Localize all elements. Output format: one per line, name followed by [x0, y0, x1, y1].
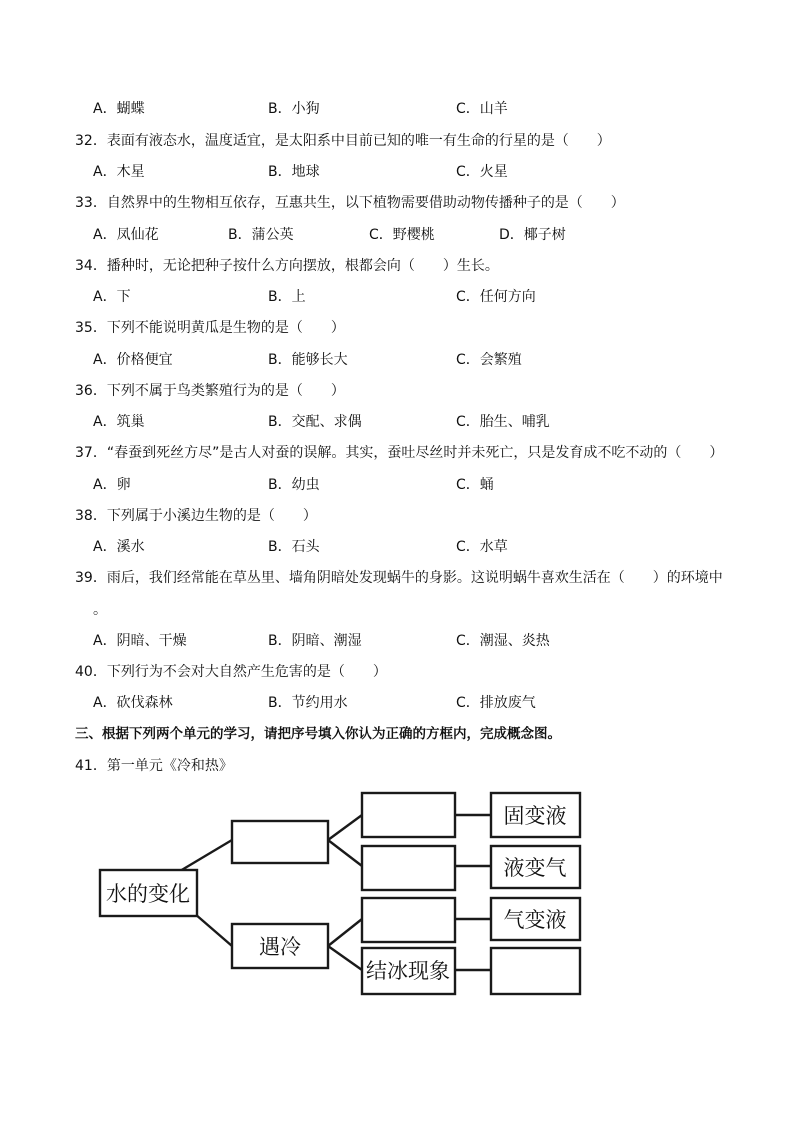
- q33-text: 33．自然界中的生物相互依存，互惠共生，以下植物需要借助动物传播种子的是（ ）: [75, 195, 625, 211]
- q35-option-b: B．能够长大: [268, 352, 348, 368]
- q34-text: 34．播种时，无论把种子按什么方向摆放，根都会向（ ）生长。: [75, 258, 499, 274]
- mid-bottom-label: 遇冷: [259, 935, 301, 959]
- q40-option-c: C．排放废气: [456, 695, 536, 711]
- q33-option-c: C．野樱桃: [369, 227, 435, 243]
- r1-label: 固变液: [503, 804, 567, 828]
- q37-option-c: C．蛹: [456, 477, 494, 493]
- q40-option-a: A．砍伐森林: [93, 695, 173, 711]
- q35-option-a: A．价格便宜: [93, 352, 173, 368]
- q34-option-c: C．任何方向: [456, 289, 536, 305]
- q32-option-c: C．火星: [456, 164, 508, 180]
- q34-option-a: A．下: [93, 289, 131, 305]
- q31-option-b: B．小狗: [268, 101, 320, 117]
- q37-text: 37．“春蚕到死丝方尽”是古人对蚕的误解。其实，蚕吐尽丝时并未死亡，只是发育成不吃不动的（ ）: [75, 445, 724, 461]
- connector-top-c1: [328, 815, 362, 840]
- q39-option-a: A．阴暗、干燥: [93, 633, 187, 649]
- q38-option-c: C．水草: [456, 539, 508, 555]
- q39-option-c: C．潮湿、炎热: [456, 633, 550, 649]
- q32-option-a: A．木星: [93, 164, 145, 180]
- q36-option-c: C．胎生、哺乳: [456, 414, 550, 430]
- q33-option-a: A．凤仙花: [93, 227, 159, 243]
- q32-text: 32．表面有液态水，温度适宜，是太阳系中目前已知的唯一有生命的行星的是（ ）: [75, 133, 611, 149]
- q34-option-b: B．上: [268, 289, 306, 305]
- q31-option-c: C．山羊: [456, 101, 508, 117]
- q35-text: 35．下列不能说明黄瓜是生物的是（ ）: [75, 320, 345, 336]
- q38-option-a: A．溪水: [93, 539, 145, 555]
- q35-option-c: C．会繁殖: [456, 352, 522, 368]
- c2-box[interactable]: [362, 846, 455, 890]
- connector-bottom-c4: [328, 946, 362, 970]
- q40-text: 40．下列行为不会对大自然产生危害的是（ ）: [75, 664, 387, 680]
- connector-root-top: [180, 840, 232, 871]
- c1-box[interactable]: [362, 793, 455, 837]
- r4-box[interactable]: [491, 948, 580, 994]
- c4-label: 结冰现象: [366, 959, 450, 983]
- connector-top-c2: [328, 840, 362, 866]
- q36-option-b: B．交配、求偶: [268, 414, 362, 430]
- r2-label: 液变气: [503, 856, 567, 880]
- mid-top-box[interactable]: [232, 821, 328, 863]
- c3-box[interactable]: [362, 898, 455, 942]
- q36-option-a: A．筑巢: [93, 414, 145, 430]
- q39-text-continuation: 。: [93, 602, 107, 618]
- q31-option-a: A．蝴蝶: [93, 101, 145, 117]
- q39-text: 39．雨后，我们经常能在草丛里、墙角阴暗处发现蜗牛的身影。这说明蜗牛喜欢生活在（ ）的环境中: [75, 570, 723, 586]
- r3-label: 气变液: [503, 908, 567, 932]
- root-label: 水的变化: [106, 882, 190, 906]
- q41-text: 41．第一单元《冷和热》: [75, 758, 233, 774]
- q40-option-b: B．节约用水: [268, 695, 348, 711]
- q32-option-b: B．地球: [268, 164, 320, 180]
- q38-option-b: B．石头: [268, 539, 320, 555]
- q38-text: 38．下列属于小溪边生物的是（ ）: [75, 508, 317, 524]
- connector-bottom-c3: [328, 919, 362, 946]
- concept-map: [95, 786, 595, 1002]
- q39-option-b: B．阴暗、潮湿: [268, 633, 362, 649]
- q33-option-d: D．椰子树: [499, 227, 566, 243]
- q37-option-a: A．卵: [93, 477, 131, 493]
- q33-option-b: B．蒲公英: [228, 227, 294, 243]
- q36-text: 36．下列不属于鸟类繁殖行为的是（ ）: [75, 383, 345, 399]
- q37-option-b: B．幼虫: [268, 477, 320, 493]
- section-3-heading: 三、根据下列两个单元的学习，请把序号填入你认为正确的方框内，完成概念图。: [75, 726, 561, 742]
